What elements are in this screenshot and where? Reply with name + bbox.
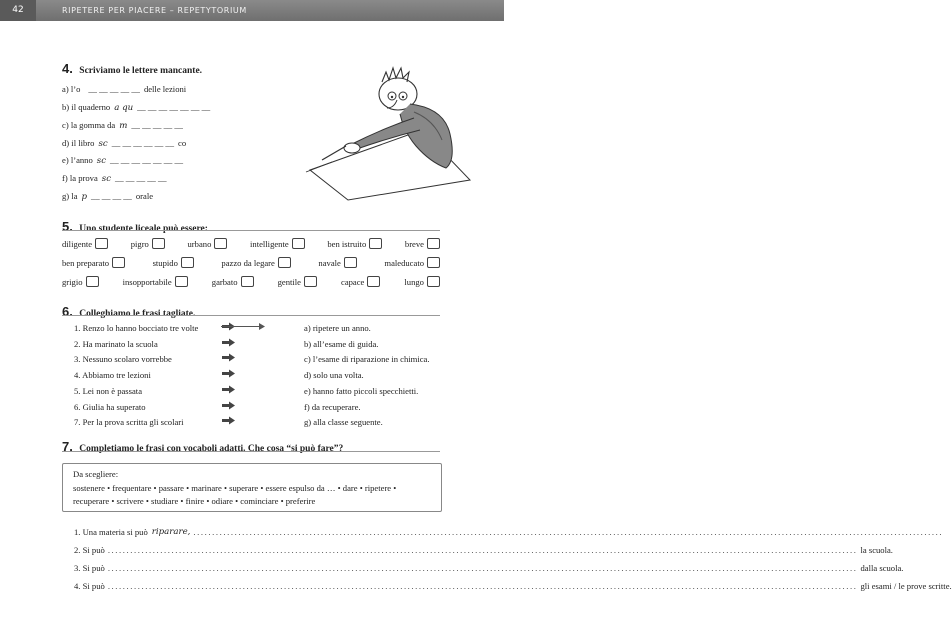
exercise-4-item	[62, 84, 190, 95]
sentence-start: 5. Lei non è passata	[74, 385, 143, 396]
exercise-4-heading	[62, 60, 202, 78]
sentence-start: 4. Abbiamo tre lezioni	[74, 370, 151, 381]
item-prefix: c) la gomma da	[62, 120, 116, 130]
answer-blank[interactable]: ........................................................................................................................................................................................................	[107, 581, 858, 591]
arrow-icon	[222, 369, 236, 378]
blank-line[interactable]: __ __ __ __	[91, 191, 132, 201]
word-bank-box	[62, 463, 442, 512]
blank-line[interactable]: __ __ __ __ __	[131, 120, 183, 130]
checkbox[interactable]	[175, 276, 188, 287]
checkbox[interactable]	[112, 257, 125, 268]
checkbox[interactable]	[278, 257, 291, 268]
adjective-option	[318, 257, 356, 268]
adjective-option	[327, 238, 382, 249]
adjective-option	[188, 238, 228, 249]
item-prefix: g) la	[62, 191, 78, 201]
adjective-row	[62, 276, 440, 287]
answer-blank[interactable]: ........................................................................................................................................................................................................	[193, 527, 944, 537]
adjective-label: stupido	[152, 257, 178, 268]
exercise-4-item	[62, 138, 190, 149]
adjective-label: pazzo da legare	[221, 257, 275, 268]
sentence-end: d) solo una volta.	[304, 370, 364, 381]
item-suffix: orale	[135, 191, 154, 201]
answer-blank[interactable]: ........................................................................................................................................................................................................	[107, 563, 858, 573]
line-prefix: 1. Una materia si può	[74, 527, 148, 537]
adjective-option	[405, 238, 440, 249]
sentence-end: b) all’esame di guida.	[304, 338, 379, 349]
adjective-option	[131, 238, 165, 249]
adjective-label: insopportabile	[122, 276, 172, 287]
handwritten-answer: riparare,	[151, 527, 191, 537]
checkbox[interactable]	[292, 238, 305, 249]
handwritten-answer: p	[81, 192, 88, 202]
adjective-label: garbato	[211, 276, 238, 287]
exercise-4-item	[62, 173, 175, 184]
arrow-icon	[222, 353, 236, 362]
exercise-instruction: Uno studente liceale può essere:	[79, 224, 208, 234]
handwritten-answer: sc	[98, 139, 108, 149]
exercise-7-heading	[62, 438, 343, 456]
sentence-start: 6. Giulia ha superato	[74, 401, 146, 412]
checkbox[interactable]	[214, 238, 227, 249]
checkbox[interactable]	[241, 276, 254, 287]
adjective-label: intelligente	[250, 238, 289, 249]
blank-line[interactable]: __ __ __ __ __ __ __	[110, 155, 184, 165]
sentence-end: c) l’esame di riparazione in chimica.	[304, 354, 430, 365]
adjective-label: diligente	[62, 238, 93, 249]
line-suffix: dalla scuola.	[860, 563, 904, 573]
adjective-label: ben preparato	[62, 257, 110, 268]
exercise-5-heading	[62, 218, 208, 236]
adjective-label: grigio	[62, 276, 83, 287]
adjective-label: maleducato	[384, 257, 424, 268]
item-prefix: a) l’o	[62, 84, 81, 94]
handwritten-answer: sc	[101, 174, 112, 184]
item-prefix: f) la prova	[62, 173, 98, 183]
line-suffix: gli esami / le prove scritte.	[860, 581, 952, 591]
adjective-option	[212, 276, 254, 287]
blank-line[interactable]: __ __ __ __ __ __	[111, 138, 175, 148]
item-prefix: b) il quaderno	[62, 102, 111, 112]
arrow-icon	[222, 385, 236, 394]
exercise-6-heading	[62, 303, 195, 321]
checkbox[interactable]	[367, 276, 380, 287]
divider	[62, 315, 440, 316]
blank-line[interactable]: __ __ __ __ __ __ __	[137, 102, 211, 112]
divider	[62, 451, 440, 452]
adjective-label: capace	[341, 276, 365, 287]
checkbox[interactable]	[95, 238, 108, 249]
adjective-label: navale	[318, 257, 341, 268]
handwritten-answer: sc	[96, 156, 107, 166]
exercise-4-item	[62, 120, 191, 131]
exercise-number: 7.	[62, 439, 73, 454]
exercise-number: 6.	[62, 304, 73, 319]
adjective-option	[62, 238, 108, 249]
sentence-start: 3. Nessuno scolaro vorrebbe	[74, 354, 172, 365]
sentence-end: e) hanno fatto piccoli specchietti.	[304, 385, 419, 396]
word-bank-line: sostenere • frequentare • passare • marinare • superare • essere espulso da … • dare • ripetere •	[73, 483, 397, 493]
adjective-label: urbano	[187, 238, 212, 249]
completion-line	[74, 527, 944, 537]
exercise-instruction: Colleghiamo le frasi tagliate.	[79, 309, 196, 319]
line-suffix: la scuola.	[860, 545, 893, 555]
sentence-start: 2. Ha marinato la scuola	[74, 338, 158, 349]
adjective-option	[341, 276, 380, 287]
adjective-option	[123, 276, 188, 287]
page-number: 42	[0, 0, 36, 21]
sentence-end: f) da recuperare.	[304, 401, 361, 412]
item-prefix: d) il libro	[62, 138, 95, 148]
exercise-instruction: Completiamo le frasi con vocaboli adatti. Che cosa “si può fare”?	[79, 444, 344, 454]
answer-blank[interactable]: ........................................................................................................................................................................................................	[107, 545, 858, 555]
line-prefix: 3. Si può	[74, 563, 105, 573]
line-prefix: 2. Si può	[74, 545, 105, 555]
adjective-label: pigro	[130, 238, 149, 249]
completion-line	[74, 545, 893, 555]
checkbox[interactable]	[181, 257, 194, 268]
word-bank-line: recuperare • scrivere • studiare • finire • odiare • cominciare • preferire	[73, 496, 316, 506]
line-prefix: 4. Si può	[74, 581, 105, 591]
sentence-end: a) ripetere un anno.	[304, 323, 371, 333]
divider	[62, 230, 440, 231]
exercise-number: 4.	[62, 61, 73, 76]
adjective-option	[153, 257, 194, 268]
exercise-4-item	[62, 102, 218, 113]
sentence-start: 1. Renzo lo hanno bocciato tre volte	[74, 323, 199, 333]
item-suffix: co	[178, 138, 187, 148]
checkbox[interactable]	[86, 276, 99, 287]
checkbox[interactable]	[427, 257, 440, 268]
adjective-option	[404, 276, 440, 287]
checkbox[interactable]	[427, 276, 440, 287]
adjective-label: lungo	[404, 276, 424, 287]
exercise-number: 5.	[62, 219, 73, 234]
blank-line[interactable]: __ __ __ __ __	[88, 84, 140, 94]
answer-link-arrow	[221, 322, 266, 331]
exercise-4-item	[62, 191, 157, 202]
handwritten-answer: a qu	[114, 103, 134, 113]
page-header	[0, 0, 504, 21]
checkbox[interactable]	[427, 238, 440, 249]
exercise-instruction: Scriviamo le lettere mancante.	[79, 66, 203, 76]
completion-line	[74, 563, 904, 573]
adjective-option	[250, 238, 305, 249]
adjective-label: breve	[404, 238, 424, 249]
adjective-option	[62, 276, 99, 287]
blank-line[interactable]: __ __ __ __ __	[115, 173, 167, 183]
arrow-icon	[222, 338, 236, 347]
adjective-option	[221, 257, 290, 268]
checkbox[interactable]	[344, 257, 357, 268]
adjective-row	[62, 257, 440, 268]
sentence-start: 7. Per la prova scritta gli scolari	[74, 417, 184, 428]
header-title: RIPETERE PER PIACERE – REPETYTORIUM	[62, 6, 247, 15]
student-writing-illustration	[302, 60, 474, 200]
adjective-label: ben istruito	[327, 238, 367, 249]
item-suffix: delle lezioni	[143, 84, 187, 94]
adjective-row	[62, 238, 440, 249]
item-prefix: e) l’anno	[62, 155, 93, 165]
handwritten-answer: m	[119, 121, 128, 131]
checkbox[interactable]	[304, 276, 317, 287]
adjective-label: gentile	[277, 276, 301, 287]
exercise-4-item	[62, 155, 191, 166]
adjective-option	[62, 257, 125, 268]
arrow-icon	[222, 416, 236, 425]
completion-line	[74, 581, 952, 591]
word-bank-title: Da scegliere:	[73, 469, 119, 479]
checkbox[interactable]	[369, 238, 382, 249]
sentence-end: g) alla classe seguente.	[304, 417, 383, 428]
arrow-icon	[222, 401, 236, 410]
adjective-option	[384, 257, 440, 268]
checkbox[interactable]	[152, 238, 165, 249]
adjective-option	[278, 276, 317, 287]
